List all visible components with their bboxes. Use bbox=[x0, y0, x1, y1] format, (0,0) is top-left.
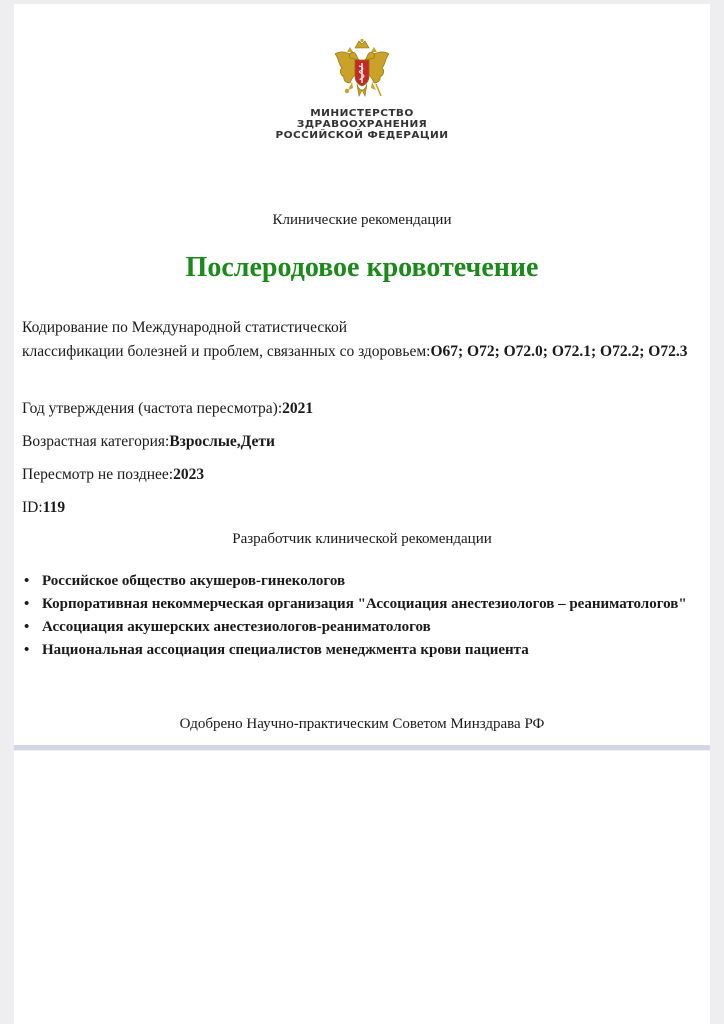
approval-note: Одобрено Научно-практическим Советом Минздрава РФ bbox=[179, 716, 545, 732]
id-value: 119 bbox=[42, 499, 66, 516]
next-page-sheet bbox=[14, 751, 710, 1024]
icd-label-line2: классификации болезней и проблем, связанных со здоровьем: bbox=[22, 343, 431, 360]
approval-year-field bbox=[22, 397, 690, 421]
eagle-emblem-icon bbox=[333, 38, 391, 104]
page-divider bbox=[14, 745, 710, 750]
id-field bbox=[22, 496, 690, 520]
age-category-value: Взрослые,Дети bbox=[169, 433, 275, 450]
list-item: • Ассоциация акушерских анестезиологов-реаниматологов bbox=[22, 616, 692, 639]
ministry-line-2: ЗДРАВООХРАНЕНИЯ bbox=[296, 119, 428, 130]
icd-coding-field bbox=[22, 316, 690, 364]
revision-deadline-field bbox=[22, 463, 690, 487]
document-title: Послеродовое кровотечение bbox=[185, 252, 539, 283]
ministry-line-1: МИНИСТЕРСТВО bbox=[310, 108, 414, 119]
icd-label-line1: Кодирование по Международной статистической bbox=[22, 319, 348, 336]
revision-value: 2023 bbox=[173, 466, 205, 483]
age-category-field bbox=[22, 430, 690, 454]
approval-year-label: Год утверждения (частота пересмотра): bbox=[22, 400, 283, 417]
revision-label: Пересмотр не позднее: bbox=[22, 466, 174, 483]
list-item: • Корпоративная некоммерческая организация "Ассоциация анестезиологов – реаниматологов" bbox=[22, 593, 692, 616]
developers-heading: Разработчик клинической рекомендации bbox=[232, 531, 492, 547]
ministry-logo bbox=[0, 38, 724, 141]
list-item: • Национальная ассоциация специалистов менеджмента крови пациента bbox=[22, 639, 692, 662]
approval-year-value: 2021 bbox=[282, 400, 314, 417]
ministry-line-3: РОССИЙСКОЙ ФЕДЕРАЦИИ bbox=[275, 130, 449, 141]
list-item: • Российское общество акушеров-гинекологов bbox=[22, 570, 692, 593]
age-category-label: Возрастная категория: bbox=[22, 433, 170, 450]
icd-codes-value: O67; O72; O72.0; O72.1; O72.2; O72.3 bbox=[430, 343, 688, 360]
developers-list bbox=[22, 570, 692, 662]
ministry-name bbox=[0, 108, 724, 141]
document-type: Клинические рекомендации bbox=[272, 212, 452, 228]
id-label: ID: bbox=[22, 499, 43, 516]
